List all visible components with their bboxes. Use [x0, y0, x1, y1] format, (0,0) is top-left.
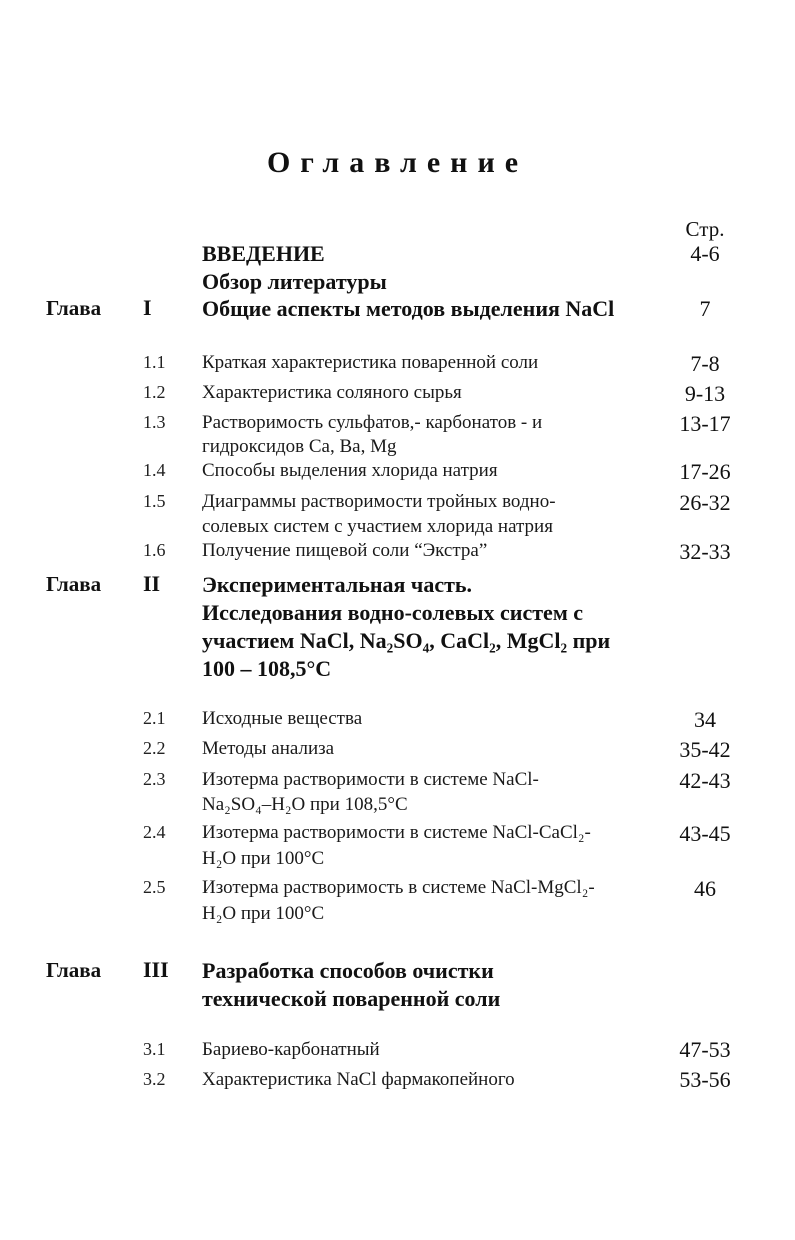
section-number: 1.4 [143, 460, 166, 480]
section-number: 1.3 [143, 412, 166, 432]
section-title: Получение пищевой соли “Экстра” [202, 540, 488, 561]
pages-column-header: Стр. [685, 217, 725, 241]
chapter-2-label: Глава [46, 572, 102, 596]
section-title-continued: H₂O при 100°C [202, 903, 325, 924]
section-number: 1.1 [143, 352, 166, 372]
section-title: Изотерма растворимости в системе NaCl-CaCl₂- [202, 822, 591, 843]
section-title: Методы анализа [202, 738, 335, 759]
chapter-2-number: II [143, 571, 161, 596]
section-number: 3.1 [143, 1039, 166, 1059]
section-pages: 7-8 [690, 351, 720, 376]
chapter-3-title: Разработка способов очистки [202, 958, 494, 983]
section-pages: 13-17 [679, 411, 731, 436]
section-pages: 34 [694, 707, 716, 732]
section-title-continued: Na₂SO₄–H₂O при 108,5°C [202, 794, 408, 815]
chapter-1-number: I [143, 295, 152, 320]
section-title-continued: гидроксидов Ca, Ba, Mg [202, 436, 397, 457]
section-title: Способы выделения хлорида натрия [202, 460, 498, 481]
section-title-continued: H₂O при 100°C [202, 848, 325, 869]
intro-title: ВВЕДЕНИЕ [202, 241, 325, 266]
chapter-1-label: Глава [46, 296, 102, 320]
chapter-1-title: Общие аспекты методов выделения NaCl [202, 296, 615, 321]
chapter-3-label: Глава [46, 958, 102, 982]
section-pages: 26-32 [679, 490, 731, 515]
section-title: Характеристика NaCl фармакопейного [202, 1069, 515, 1090]
chapter-2-title-line: участием NaCl, Na₂SO₄, CaCl₂, MgCl₂ при [202, 628, 611, 653]
section-pages: 42-43 [679, 768, 731, 793]
section-number: 2.1 [143, 708, 166, 728]
section-title: Характеристика соляного сырья [202, 382, 462, 403]
chapter-3-number: III [143, 957, 169, 982]
section-pages: 17-26 [679, 459, 731, 484]
section-pages: 9-13 [684, 381, 726, 406]
chapter-2-title-line: Исследования водно-солевых систем с [202, 600, 584, 625]
section-title: Растворимость сульфатов,- карбонатов - и [202, 412, 543, 433]
section-title: Диаграммы растворимости тройных водно- [202, 491, 556, 512]
chapter-3-title-line: технической поваренной соли [202, 986, 501, 1011]
section-number: 1.2 [143, 382, 166, 402]
section-pages: 35-42 [679, 737, 731, 762]
chapter-2-title-line: 100 – 108,5°C [202, 656, 332, 681]
section-number: 2.5 [143, 877, 166, 897]
review-title: Обзор литературы [202, 269, 387, 294]
intro-pages: 4-6 [690, 241, 720, 266]
chapter-2-title: Экспериментальная часть. [202, 572, 473, 597]
chapter-1-pages: 7 [699, 296, 711, 321]
section-pages: 46 [694, 876, 716, 901]
section-title-continued: солевых систем с участием хлорида натрия [202, 516, 553, 537]
section-pages: 53-56 [679, 1067, 731, 1092]
section-pages: 43-45 [679, 821, 731, 846]
section-number: 2.3 [143, 769, 166, 789]
section-number: 1.6 [143, 540, 166, 560]
section-title: Краткая характеристика поваренной соли [202, 352, 539, 373]
section-title: Изотерма растворимости в системе NaCl- [202, 769, 539, 790]
section-number: 2.4 [143, 822, 166, 842]
section-number: 2.2 [143, 738, 166, 758]
section-number: 1.5 [143, 491, 166, 511]
section-pages: 32-33 [679, 539, 731, 564]
section-pages: 47-53 [679, 1037, 731, 1062]
section-title: Изотерма растворимость в системе NaCl-MgCl₂- [202, 877, 595, 898]
section-title: Бариево-карбонатный [202, 1039, 380, 1060]
section-title: Исходные вещества [202, 708, 363, 729]
page-title: Оглавление [266, 146, 529, 179]
section-number: 3.2 [143, 1069, 166, 1089]
